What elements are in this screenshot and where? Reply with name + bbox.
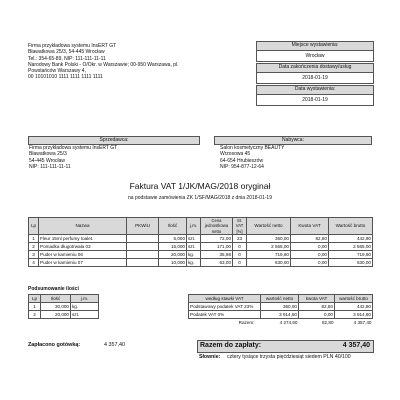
cell-vat-rate: 0: [233, 251, 247, 259]
cell-vat: 82,80: [299, 303, 335, 311]
cell-vat-rate: 0: [233, 243, 247, 251]
table-row: [189, 303, 373, 311]
cell-lp: 1: [29, 303, 41, 311]
col-header-name: Nazwa: [39, 218, 127, 235]
cell-qty: 20,000: [159, 251, 187, 259]
cell-unit: szt.: [187, 243, 201, 251]
buyer-line: Wrzosowa 45: [220, 151, 251, 158]
vat-total-net: 4 274,60: [261, 319, 299, 327]
cell-gross: 442,80: [335, 303, 373, 311]
cell-gross: 2 565,00: [329, 243, 373, 251]
vat-total-label: Razem:: [238, 319, 255, 325]
cell-lp: 2: [29, 243, 39, 251]
cell-net: 360,00: [261, 303, 299, 311]
cell-net: 719,60: [247, 251, 291, 259]
cell-qty: 10,000: [159, 259, 187, 267]
cell-qty: 5,000: [159, 235, 187, 243]
items-table: [28, 217, 373, 267]
place-of-issue-box: [256, 41, 374, 62]
buyer-line: 64-654 Hrubieszów: [220, 157, 264, 164]
table-row: [29, 311, 99, 319]
col-header-unit: j.m.: [187, 218, 201, 235]
cell-qty: 20,000: [41, 311, 71, 319]
cell-unit: szt.: [71, 311, 99, 319]
cell-unit-price: 72,00: [201, 235, 233, 243]
cell-rate: Podstawowy podatek VAT 23%: [189, 303, 261, 311]
cell-lp: 3: [29, 251, 39, 259]
seller-title: Sprzedawca:: [28, 136, 200, 145]
cell-unit-price: 63,00: [201, 259, 233, 267]
table-row: [29, 243, 373, 251]
amount-due-label: Razem do zapłaty:: [200, 342, 262, 349]
cell-vat: 0,00: [299, 311, 335, 319]
cell-gross: 442,80: [329, 235, 373, 243]
amount-due-value: 4 357,40: [342, 342, 370, 349]
in-words-label: Słownie:: [199, 354, 221, 360]
cell-name: Puder w kamieniu 06: [39, 251, 127, 259]
issue-date-label: Data wystawienia:: [257, 86, 373, 95]
cell-vat: 0,00: [291, 243, 329, 251]
issuer-line: 00 10101010 1111 1111 1111 1111: [28, 74, 103, 81]
table-row: [189, 311, 373, 319]
issuer-line: Bławatkowa 25/3, 54-445 Wrocław: [28, 49, 105, 56]
cell-unit-price: 171,00: [201, 243, 233, 251]
cell-lp: 2: [29, 311, 41, 319]
delivery-date-label: Data zakończenia dostawy/usług: [257, 64, 373, 73]
cell-gross: 630,00: [329, 259, 373, 267]
cell-vat: 82,80: [291, 235, 329, 243]
col-header-qty: Ilość: [159, 218, 187, 235]
cell-gross: 719,60: [329, 251, 373, 259]
place-of-issue-value: Wrocław: [305, 53, 325, 59]
qty-col-lp: Lp: [29, 295, 41, 303]
seller-block: [28, 136, 200, 170]
cell-qty: 15,000: [159, 243, 187, 251]
col-header-pkwiu: PKWiU: [127, 218, 159, 235]
seller-line: Bławatkowa 25/3: [29, 151, 67, 158]
table-row: [29, 251, 373, 259]
cell-name: Puder w kamieniu 07: [39, 259, 127, 267]
col-header-vat: Kwota VAT: [291, 218, 329, 235]
in-words-value: cztery tysiące trzysta pięćdziesiąt siedem PLN 40/100: [227, 354, 351, 360]
seller-line: 54-445 Wrocław: [29, 157, 66, 164]
qty-summary-title: Podsumowanie ilości: [28, 286, 79, 292]
cell-unit: kg.: [71, 303, 99, 311]
col-header-vat-rate: St. VAT [%]: [233, 218, 247, 235]
cell-net: 3 914,60: [261, 311, 299, 319]
cell-qty: 30,000: [41, 303, 71, 311]
cell-vat-rate: 0: [233, 259, 247, 267]
col-header-unit-price: Cena jednostkowa netto: [201, 218, 233, 235]
cell-name: Pomadka długotrwała 03: [39, 243, 127, 251]
cell-unit: kg.: [187, 251, 201, 259]
buyer-block: [214, 136, 372, 170]
seller-line: NIP: 111-111-11-11: [29, 163, 71, 170]
place-of-issue-label: Miejsce wystawienia:: [257, 42, 373, 51]
table-row: [29, 303, 99, 311]
issue-date-box: [256, 85, 374, 106]
issuer-line: Tel.: 354-65-89, NIP: 111-111-11-11: [28, 55, 106, 62]
cell-pkwiu: [127, 235, 159, 243]
cell-rate: Podatek VAT 0%: [189, 311, 261, 319]
amount-due-box: [197, 340, 374, 353]
qty-col-unit: j.m.: [71, 295, 99, 303]
issuer-line: Firma przykładowa systemu InsERT GT: [28, 43, 117, 49]
vat-col-vat: kwota VAT: [299, 295, 335, 303]
invoice-subtitle: na podstawie zamówienia ZK 1/SF/MAG/2018 z dnia 2018-01-19: [128, 195, 272, 201]
cell-lp: 1: [29, 235, 39, 243]
invoice-title: Faktura VAT 1/JK/MAG/2018 oryginał: [129, 181, 271, 191]
table-row: [29, 259, 373, 267]
issuer-line: Narodowy Bank Polski - O/Okr. w Warszawie; 00-950 Warszawa, pl.: [28, 61, 179, 68]
vat-col-net: wartość netto: [261, 295, 299, 303]
cell-unit: szt.: [187, 235, 201, 243]
cell-unit-price: 35,98: [201, 251, 233, 259]
cell-gross: 3 914,60: [335, 311, 373, 319]
cell-net: 630,00: [247, 259, 291, 267]
buyer-line: NIP: 954-877-12-64: [220, 163, 264, 170]
qty-col-qty: Ilość: [41, 295, 71, 303]
vat-col-rate: według stawki VAT: [189, 295, 261, 303]
cell-pkwiu: [127, 259, 159, 267]
issuer-info: [28, 43, 268, 81]
cell-net: 2 565,00: [247, 243, 291, 251]
vat-total-row: [189, 319, 373, 327]
issuer-line: Powstańców Warszawy 4,: [28, 68, 86, 74]
paid-cash-value: 4 357,40: [104, 342, 125, 348]
cell-name: Fleur 15ml perfumy toalet.: [39, 235, 127, 243]
col-header-gross: Wartość brutto: [329, 218, 373, 235]
cell-vat: 0,00: [291, 259, 329, 267]
col-header-net: Wartość netto: [247, 218, 291, 235]
paid-cash-label: Zapłacono gotówką:: [28, 342, 81, 348]
cell-unit: kg.: [187, 259, 201, 267]
qty-summary-table: [28, 294, 99, 319]
vat-col-gross: wartość brutto: [335, 295, 373, 303]
issue-date-value: 2018-01-19: [302, 97, 328, 103]
qty-header-row: [29, 295, 99, 303]
vat-summary-table: [188, 294, 373, 327]
vat-header-row: [189, 295, 373, 303]
seller-line: Firma przykładowa systemu InsERT GT: [29, 145, 118, 151]
items-header-row: [29, 218, 373, 235]
vat-total-gross: 4 357,40: [335, 319, 373, 327]
cell-pkwiu: [127, 251, 159, 259]
table-row: [29, 235, 373, 243]
vat-total-vat: 82,80: [299, 319, 335, 327]
cell-lp: 4: [29, 259, 39, 267]
cell-pkwiu: [127, 243, 159, 251]
buyer-title: Nabywca:: [214, 136, 372, 145]
cell-vat: 0,00: [291, 251, 329, 259]
delivery-date-value: 2018-01-19: [302, 75, 328, 81]
cell-net: 360,00: [247, 235, 291, 243]
col-header-lp: Lp: [29, 218, 39, 235]
cell-vat-rate: 23: [233, 235, 247, 243]
buyer-line: Salon kosmetyczny BEAUTY: [220, 145, 285, 151]
delivery-date-box: [256, 63, 374, 84]
